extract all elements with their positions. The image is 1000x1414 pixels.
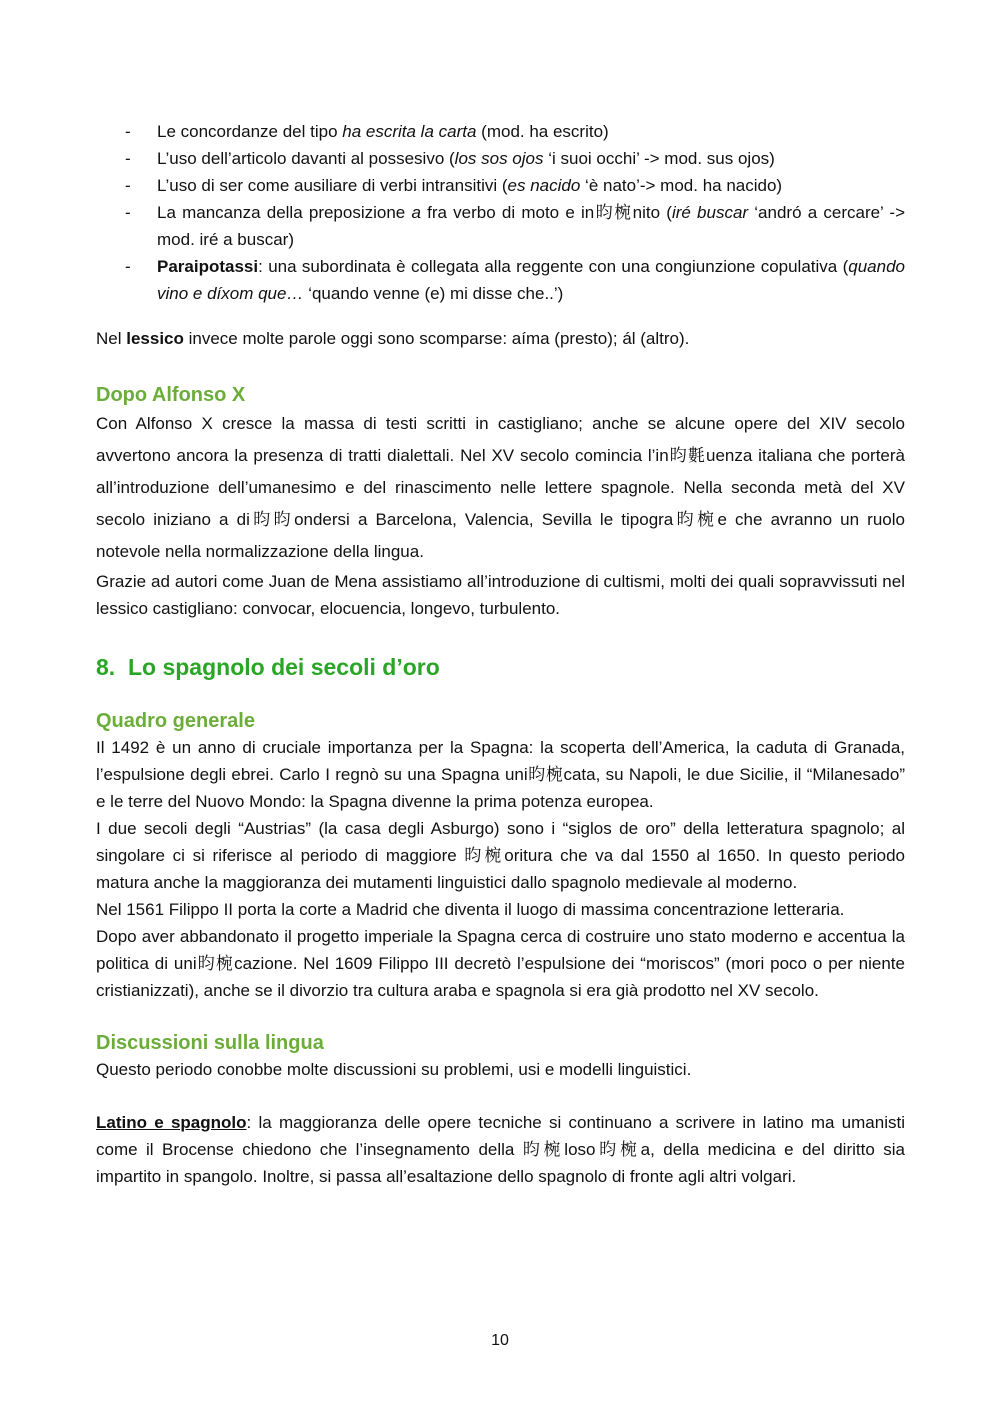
heading-quadro-generale: Quadro generale (96, 710, 255, 732)
paragraph: Grazie ad autori come Juan de Mena assistiamo all’introduzione di cultismi, molti dei quali sopravvissuti nel lessico castigliano: convocar, elocuencia, longevo, turbulento. (96, 572, 905, 618)
list-item: - L’uso dell’articolo davanti al possesivo (los sos ojos ‘i suoi occhi’ -> mod. sus ojos) (125, 149, 775, 168)
feature-list (96, 118, 905, 307)
list-item: - La mancanza della preposizione a fra verbo di moto e in昀椀nito (iré buscar ‘andró a cercare’ -> mod. iré a buscar) (125, 203, 905, 249)
list-item: - Le concordanze del tipo ha escrita la carta (mod. ha escrito) (125, 122, 609, 141)
paragraph: Con Alfonso X cresce la massa di testi scritti in castigliano; anche se alcune opere del XIV secolo avvertono ancora la presenza di tratti dialettali. Nel XV secolo comincia l’in昀氀uenza italiana che porterà all’introduzione dell’umanesimo e del rinascimento nelle lettere spagnole. Nella seconda metà del XV secolo iniziano a di昀昀ondersi a Barcelona, Valencia, Sevilla le tipogra昀椀e che avranno un ruolo notevole nella normalizzazione della lingua. (96, 414, 905, 561)
list-item: - L’uso di ser come ausiliare di verbi intransitivi (es nacido ‘è nato’-> mod. ha nacido) (125, 176, 783, 195)
list-item: - Paraipotassi: una subordinata è collegata alla reggente con una congiunzione copulativa (quando vino e díxom que… ‘quando venne (e) mi disse che..’) (125, 257, 905, 303)
term-latino-spagnolo: Latino e spagnolo (96, 1113, 247, 1132)
paragraph: I due secoli degli “Austrias” (la casa degli Asburgo) sono i “siglos de oro” della letteratura spagnolo; al singolare ci si riferisce al periodo di maggiore 昀椀oritura che va dal 1550 al 1650. In questo periodo matura anche la maggioranza dei mutamenti linguistici dallo spagnolo medievale al moderno. (96, 819, 905, 892)
paragraph: Latino e spagnolo: la maggioranza delle opere tecniche si continuano a scrivere in latino ma umanisti come il Brocense chiedono che l’insegnamento della 昀椀loso昀椀a, della medicina e del diritto sia impartito in spangolo. Inoltre, si passa all’esaltazione dello spagnolo di fronte agli altri volgari. (96, 1113, 905, 1186)
heading-discussioni: Discussioni sulla lingua (96, 1032, 324, 1054)
paragraph: Nel 1561 Filippo II porta la corte a Madrid che diventa il luogo di massima concentrazione letteraria. (96, 900, 845, 919)
paragraph: Il 1492 è un anno di cruciale importanza per la Spagna: la scoperta dell’America, la caduta di Granada, l’espulsione degli ebrei. Carlo I regnò su una Spagna uni昀椀cata, su Napoli, le due Sicilie, il “Milanesado” e le terre del Nuovo Mondo: la Spagna divenne la prima potenza europea. (96, 738, 905, 811)
heading-dopo-alfonso: Dopo Alfonso X (96, 384, 246, 406)
paragraph: Questo periodo conobbe molte discussioni su problemi, usi e modelli linguistici. (96, 1060, 692, 1079)
section-title: 8. Lo spagnolo dei secoli d’oro (96, 654, 440, 680)
page-number: 10 (491, 1332, 509, 1349)
lessico-paragraph: Nel lessico invece molte parole oggi sono scomparse: aíma (presto); ál (altro). (96, 329, 690, 348)
document-page (96, 118, 905, 1190)
paragraph: Dopo aver abbandonato il progetto imperiale la Spagna cerca di costruire uno stato moderno e accentua la politica di uni昀椀cazione. Nel 1609 Filippo III decretò l’espulsione dei “moriscos” (mori poco o per niente cristianizzati), anche se il divorzio tra cultura araba e spagnola si era già prodotto nel XV secolo. (96, 927, 905, 1000)
